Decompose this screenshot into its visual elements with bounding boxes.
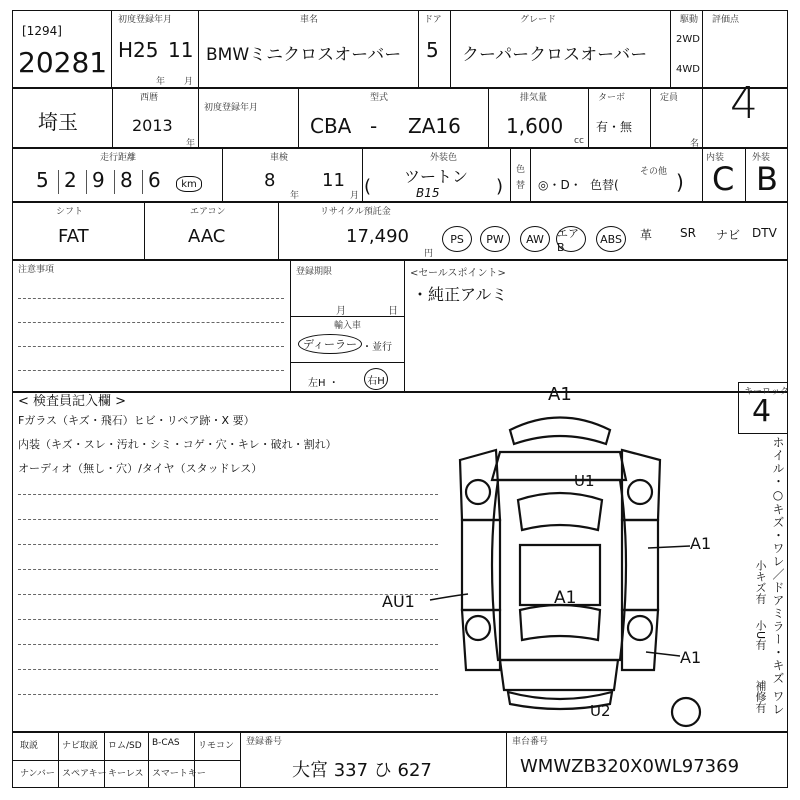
- keylock-label: キーロック: [744, 387, 789, 397]
- equipment-4: エアB: [556, 226, 586, 252]
- transmission: FAT: [58, 226, 89, 247]
- sales-point: ・純正アルミ: [412, 285, 508, 304]
- doors: 5: [426, 38, 439, 62]
- footer-item-bottom-3: キーレス: [108, 769, 144, 779]
- maker-model: BMWミニクロスオーバー: [206, 45, 402, 65]
- damage-mark-right-rear: A1: [680, 648, 702, 667]
- side-note-2: 小キズ有: [754, 560, 767, 604]
- equipment-9: DTV: [752, 226, 777, 240]
- sales-label: <セールスポイント>: [410, 268, 506, 279]
- era-year: H25: [118, 38, 159, 62]
- plate-label: 登録番号: [246, 737, 283, 747]
- month-unit: 月: [184, 77, 194, 87]
- mileage-digit: 2: [64, 168, 77, 192]
- remarks-block: [12, 260, 788, 392]
- reg-day-label: 日: [388, 306, 398, 317]
- km-unit: km: [176, 176, 202, 192]
- parallel-label: ・並行: [362, 342, 392, 353]
- plate-number: 大宮 337 ひ 627: [292, 760, 432, 781]
- drive-2wd: 2WD: [676, 34, 700, 45]
- reg-label: 登録期限: [296, 267, 333, 277]
- dealer-circled: ディーラー: [298, 334, 362, 354]
- model-prefix: CBA: [310, 114, 352, 138]
- footer-item-bottom-2: スペアキー: [62, 769, 107, 779]
- shaken-month: 11: [322, 170, 345, 191]
- lot-code: [1294]: [22, 24, 62, 38]
- model-dash: -: [370, 114, 378, 138]
- color-options: ◎・D・: [538, 178, 582, 192]
- inspector-line2: 内装（キズ・スレ・汚れ・シミ・コゲ・穴・キレ・破れ・割れ）: [18, 438, 337, 451]
- cc-unit: cc: [574, 136, 584, 146]
- equipment-7: SR: [680, 226, 696, 240]
- left-hand-drive: 左H ・: [308, 378, 339, 389]
- lot-number: 20281: [18, 46, 108, 79]
- other-label: その他: [640, 167, 668, 177]
- yen-unit: 円: [424, 249, 434, 259]
- western-year: 2013: [132, 116, 173, 135]
- vin: WMWZB320X0WL97369: [520, 756, 740, 777]
- drive-4wd: 4WD: [676, 64, 700, 75]
- equipment-3: AW: [520, 226, 550, 252]
- shaken-year: 8: [264, 170, 276, 191]
- side-note-4: 補修有: [754, 680, 767, 713]
- score: 4: [730, 78, 758, 129]
- inspector-line1: Fガラス（キズ・飛石）ヒビ・リペア跡・X 要）: [18, 414, 255, 427]
- grade: クーパークロスオーバー: [462, 45, 648, 65]
- footer-item-top-4: B-CAS: [152, 738, 180, 748]
- damage-mark-front: A1: [548, 384, 572, 405]
- footer-item-top-3: ロム/SD: [108, 741, 142, 751]
- equipment-2: PW: [480, 226, 510, 252]
- damage-mark-left: AU1: [382, 592, 415, 611]
- equipment-5: ABS: [596, 226, 626, 252]
- footer-item-top-2: ナビ取説: [62, 741, 99, 751]
- reg-month-label: 月: [336, 306, 346, 317]
- inspector-line3: オーディオ（無し・穴）/タイヤ（スタッドレス）: [18, 462, 263, 475]
- mileage-digit: 5: [36, 168, 49, 192]
- damage-mark-rear: U2: [590, 702, 611, 720]
- mileage-digit: 8: [120, 168, 133, 192]
- right-hand-drive-circled: 右H: [364, 368, 388, 390]
- damage-mark-right-front: A1: [690, 534, 712, 553]
- displacement: 1,600: [506, 114, 564, 138]
- exterior-grade: B: [756, 160, 778, 198]
- year-label: 西暦: [140, 93, 159, 103]
- inspector-title: < 検査員記入欄 >: [18, 394, 127, 409]
- side-note-vertical: ホイル・○キズ・ワレ／ドアミラー・キズ ワレ: [771, 436, 785, 716]
- footer-item-top-1: 取説: [20, 741, 39, 751]
- region: 埼玉: [38, 110, 78, 134]
- mileage-digit: 9: [92, 168, 105, 192]
- footer-item-bottom-4: スマートキー: [152, 769, 206, 779]
- color-code: B15: [416, 186, 440, 200]
- first-reg-label: 初度登録年月: [204, 103, 259, 113]
- ac-type: AAC: [188, 226, 226, 247]
- equipment-8: ナビ: [716, 228, 741, 242]
- damage-mark-roof: A1: [554, 588, 577, 608]
- side-note-3: 小U有: [754, 620, 767, 651]
- model-code: ZA16: [408, 114, 461, 138]
- vin-label: 車台番号: [512, 737, 549, 747]
- equipment-6: 革: [640, 228, 653, 242]
- year-unit: 年: [156, 77, 166, 87]
- import-label: 輸入車: [334, 321, 362, 331]
- interior-grade: C: [712, 160, 735, 198]
- damage-mark-hood: U1: [574, 472, 595, 490]
- keylock-mark: 4: [752, 394, 772, 429]
- equipment-1: PS: [442, 226, 472, 252]
- first-reg-month: 11: [168, 38, 194, 62]
- seats-unit: 名: [690, 139, 700, 149]
- footer-item-top-5: リモコン: [198, 741, 235, 751]
- color-name: ツートン: [404, 167, 469, 186]
- color-change: 色替(: [590, 178, 619, 192]
- mileage-digit: 6: [148, 168, 161, 192]
- footer-item-bottom-1: ナンバー: [20, 769, 55, 779]
- recycle-fee: 17,490: [346, 226, 409, 247]
- turbo: 有・無: [596, 120, 633, 134]
